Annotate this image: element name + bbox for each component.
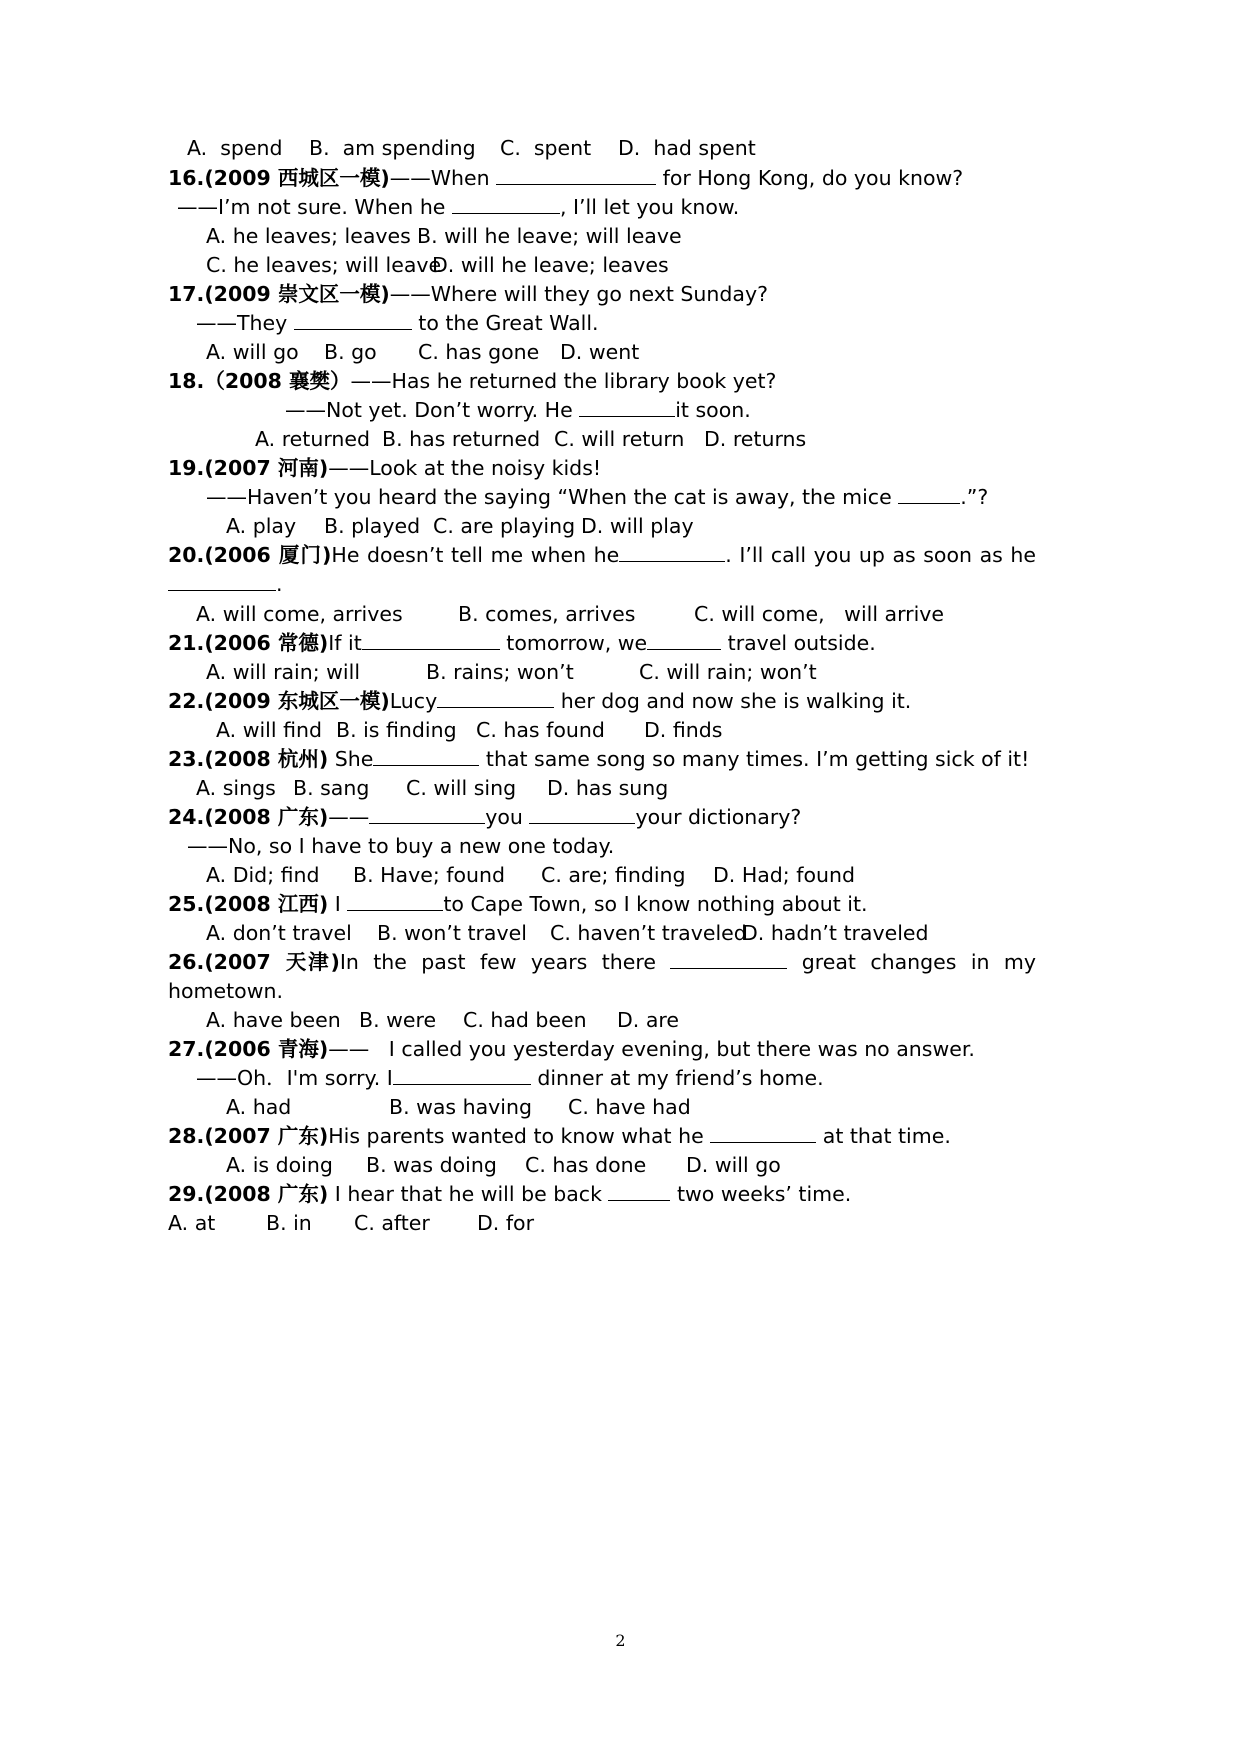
question-text: it soon. bbox=[675, 398, 751, 422]
q17-option-a: A. will go bbox=[206, 340, 299, 364]
q24-option-d: D. Had; found bbox=[713, 863, 855, 887]
question-text: .”? bbox=[960, 485, 989, 509]
question-text: . I’ll call you up as soon as he bbox=[725, 543, 1036, 567]
q15-option-b: B. am spending bbox=[309, 136, 476, 160]
q18-option-d: D. returns bbox=[704, 427, 807, 451]
question-21 bbox=[168, 629, 876, 657]
question-17 bbox=[168, 280, 768, 308]
question-text: dinner at my friend’s home. bbox=[530, 1066, 824, 1090]
q16-option-a: A. he leaves; leaves bbox=[206, 224, 411, 248]
q23-option-d: D. has sung bbox=[547, 776, 669, 800]
q25-option-d: D. hadn’t traveled bbox=[742, 921, 929, 945]
q27-option-c: C. have had bbox=[568, 1095, 691, 1119]
q19-option-c: C. are playing bbox=[433, 514, 576, 538]
question-text: for Hong Kong, do you know? bbox=[656, 166, 964, 190]
q17-option-d: D. went bbox=[560, 340, 640, 364]
q24-option-a: A. Did; find bbox=[206, 863, 320, 887]
question-27 bbox=[168, 1035, 975, 1063]
question-text: tomorrow, we bbox=[499, 631, 648, 655]
q17-option-b: B. go bbox=[324, 340, 377, 364]
question-16-response bbox=[177, 193, 739, 221]
question-number: 25.(2008 江西) bbox=[168, 892, 329, 916]
question-24-response: ——No, so I have to buy a new one today. bbox=[187, 834, 615, 858]
q18-option-c: C. will return bbox=[554, 427, 685, 451]
question-text: I hear that he will be back bbox=[328, 1182, 609, 1206]
q29-option-d: D. for bbox=[477, 1211, 535, 1235]
answer-blank bbox=[608, 1180, 670, 1201]
answer-blank bbox=[347, 890, 443, 911]
answer-blank bbox=[496, 164, 656, 185]
question-number: 17.(2009 崇文区一模) bbox=[168, 282, 390, 306]
q21-option-a: A. will rain; will bbox=[206, 660, 361, 684]
question-26 bbox=[168, 948, 1036, 976]
q27-option-a: A. had bbox=[226, 1095, 292, 1119]
q15-option-c: C. spent bbox=[500, 136, 592, 160]
q26-option-d: D. are bbox=[617, 1008, 679, 1032]
q29-option-b: B. in bbox=[266, 1211, 312, 1235]
q19-option-a: A. play bbox=[226, 514, 297, 538]
answer-blank bbox=[452, 193, 560, 214]
question-number: 26.(2007 天津) bbox=[168, 950, 340, 974]
question-text: ——When bbox=[389, 166, 497, 190]
question-number: 29.(2008 广东) bbox=[168, 1182, 329, 1206]
q16-option-c: C. he leaves; will leave bbox=[206, 253, 442, 277]
question-number: 21.(2006 常德) bbox=[168, 631, 329, 655]
q19-option-b: B. played bbox=[324, 514, 421, 538]
question-text: Lucy bbox=[389, 689, 438, 713]
q15-option-a: A. spend bbox=[187, 136, 283, 160]
question-text: ——They bbox=[196, 311, 294, 335]
q24-option-c: C. are; finding bbox=[541, 863, 686, 887]
question-24 bbox=[168, 803, 801, 831]
question-16 bbox=[168, 164, 963, 192]
answer-blank bbox=[294, 309, 412, 330]
q26-option-b: B. were bbox=[359, 1008, 437, 1032]
question-text: If it bbox=[328, 631, 362, 655]
question-text: ——Where will they go next Sunday? bbox=[389, 282, 768, 306]
question-text: great changes in my bbox=[801, 950, 1036, 974]
question-number: 16.(2009 西城区一模) bbox=[168, 166, 390, 190]
question-text: ——Haven’t you heard the saying “When the cat is away, the mice bbox=[206, 485, 899, 509]
question-28 bbox=[168, 1122, 951, 1150]
answer-blank bbox=[362, 629, 500, 650]
question-25 bbox=[168, 890, 868, 918]
question-text: He doesn’t tell me when he bbox=[331, 543, 620, 567]
q20-option-b: B. comes, arrives bbox=[458, 602, 636, 626]
q21-option-b: B. rains; won’t bbox=[426, 660, 574, 684]
answer-blank bbox=[710, 1122, 816, 1143]
answer-blank bbox=[619, 541, 725, 562]
answer-blank bbox=[529, 803, 635, 824]
question-number: 23.(2008 杭州) bbox=[168, 747, 329, 771]
question-23 bbox=[168, 745, 1029, 773]
question-18 bbox=[168, 367, 776, 395]
question-text: her dog and now she is walking it. bbox=[554, 689, 912, 713]
question-text: —— I called you yesterday evening, but there was no answer. bbox=[328, 1037, 975, 1061]
question-text: your dictionary? bbox=[635, 805, 802, 829]
question-text: ——Oh．I'm sorry. I bbox=[196, 1066, 393, 1090]
q16-option-b: B. will he leave; will leave bbox=[417, 224, 682, 248]
question-text: to the Great Wall. bbox=[411, 311, 599, 335]
question-text: In the past few years there bbox=[339, 950, 656, 974]
q22-option-a: A. will find bbox=[216, 718, 322, 742]
q28-option-b: B. was doing bbox=[366, 1153, 497, 1177]
q28-option-d: D. will go bbox=[686, 1153, 781, 1177]
q25-option-b: B. won’t travel bbox=[377, 921, 527, 945]
q19-option-d: D. will play bbox=[581, 514, 694, 538]
question-text: that same song so many times. I’m getting sick of it! bbox=[479, 747, 1030, 771]
question-number: 24.(2008 广东) bbox=[168, 805, 329, 829]
question-text: two weeks’ time. bbox=[670, 1182, 852, 1206]
q18-option-b: B. has returned bbox=[382, 427, 541, 451]
question-number: 27.(2006 青海) bbox=[168, 1037, 329, 1061]
question-text: ——I’m not sure. When he bbox=[177, 195, 452, 219]
answer-blank bbox=[369, 803, 485, 824]
answer-blank bbox=[579, 396, 675, 417]
question-number: 22.(2009 东城区一模) bbox=[168, 689, 390, 713]
q16-option-d: D. will he leave; leaves bbox=[432, 253, 669, 277]
question-text: to Cape Town, so I know nothing about it. bbox=[443, 892, 868, 916]
q22-option-c: C. has found bbox=[476, 718, 605, 742]
q27-option-b: B. was having bbox=[389, 1095, 533, 1119]
question-text: travel outside. bbox=[721, 631, 876, 655]
q15-option-d: D. had spent bbox=[618, 136, 756, 160]
question-text: I bbox=[328, 892, 348, 916]
q28-option-a: A. is doing bbox=[226, 1153, 333, 1177]
question-number: 20.(2006 厦门) bbox=[168, 543, 332, 567]
q23-option-a: A. sings bbox=[196, 776, 276, 800]
answer-blank bbox=[437, 687, 554, 708]
question-number: 28.(2007 广东) bbox=[168, 1124, 329, 1148]
answer-blank bbox=[393, 1064, 531, 1085]
q26-option-c: C. had been bbox=[463, 1008, 587, 1032]
question-number: 19.(2007 河南) bbox=[168, 456, 329, 480]
question-text: His parents wanted to know what he bbox=[328, 1124, 711, 1148]
q29-option-a: A. at bbox=[168, 1211, 216, 1235]
q18-option-a: A. returned bbox=[255, 427, 371, 451]
q25-option-c: C. haven’t traveled bbox=[550, 921, 747, 945]
question-text: ——Look at the noisy kids! bbox=[328, 456, 602, 480]
q22-option-d: D. finds bbox=[644, 718, 723, 742]
question-text: She bbox=[328, 747, 374, 771]
answer-blank bbox=[373, 745, 479, 766]
answer-blank bbox=[670, 948, 787, 969]
question-text: , I’ll let you know. bbox=[559, 195, 740, 219]
question-26-continued: hometown. bbox=[168, 979, 283, 1003]
q21-option-c: C. will rain; won’t bbox=[639, 660, 817, 684]
question-text: . bbox=[276, 572, 283, 596]
question-text: ——Has he returned the library book yet? bbox=[350, 369, 777, 393]
question-22 bbox=[168, 687, 911, 715]
q20-option-c: C. will come, will arrive bbox=[694, 602, 945, 626]
answer-blank bbox=[898, 483, 960, 504]
q20-option-a: A. will come, arrives bbox=[196, 602, 403, 626]
q17-option-c: C. has gone bbox=[418, 340, 540, 364]
answer-blank bbox=[168, 570, 276, 591]
question-18-response bbox=[285, 396, 751, 424]
q28-option-c: C. has done bbox=[525, 1153, 647, 1177]
q26-option-a: A. have been bbox=[206, 1008, 341, 1032]
question-number: 18.（2008 襄樊） bbox=[168, 369, 351, 393]
question-text: you bbox=[485, 805, 530, 829]
question-text: —— bbox=[328, 805, 370, 829]
question-27-response bbox=[196, 1064, 824, 1092]
question-text: ——Not yet. Don’t worry. He bbox=[285, 398, 580, 422]
question-text: at that time. bbox=[816, 1124, 951, 1148]
q23-option-b: B. sang bbox=[293, 776, 370, 800]
question-29 bbox=[168, 1180, 851, 1208]
page-number: 2 bbox=[615, 1631, 626, 1650]
q25-option-a: A. don’t travel bbox=[206, 921, 352, 945]
question-19-response bbox=[206, 483, 988, 511]
q22-option-b: B. is finding bbox=[336, 718, 457, 742]
answer-blank bbox=[647, 629, 721, 650]
question-20-continued bbox=[168, 570, 283, 598]
question-17-response bbox=[196, 309, 599, 337]
q23-option-c: C. will sing bbox=[406, 776, 517, 800]
q24-option-b: B. Have; found bbox=[353, 863, 505, 887]
question-20 bbox=[168, 541, 1036, 569]
q29-option-c: C. after bbox=[354, 1211, 430, 1235]
question-19 bbox=[168, 454, 601, 482]
